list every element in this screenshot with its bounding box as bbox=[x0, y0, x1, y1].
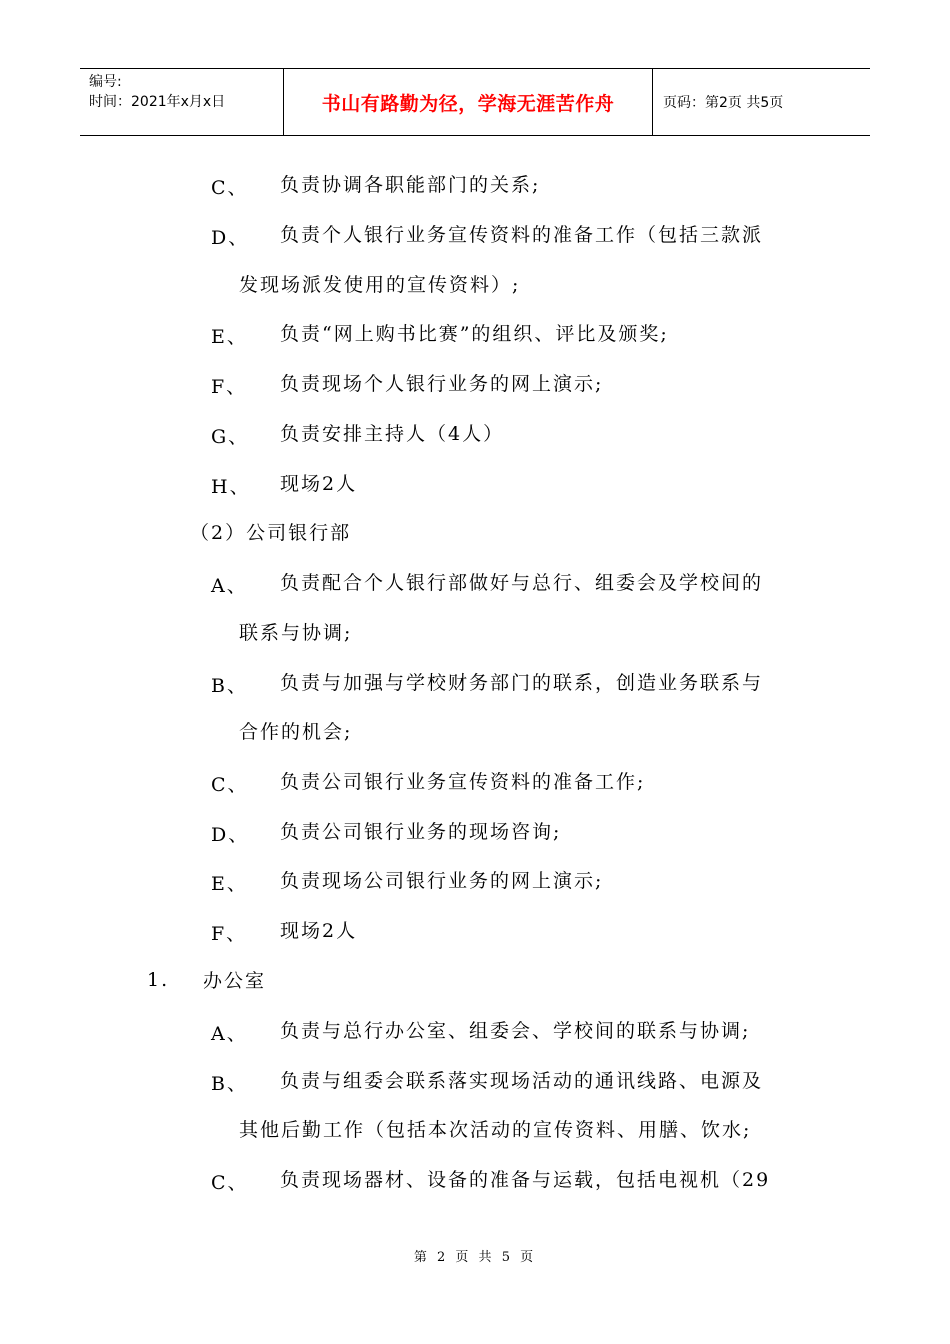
list-item-text: 负责“网上购书比赛”的组织、评比及颁奖; bbox=[280, 323, 669, 345]
list-marker: E、 bbox=[211, 873, 248, 895]
list-marker: A、 bbox=[211, 1023, 248, 1045]
list-marker: E、 bbox=[211, 326, 248, 348]
list-marker: C、 bbox=[211, 177, 249, 199]
list-marker: C、 bbox=[211, 774, 249, 796]
list-marker: G、 bbox=[211, 426, 250, 448]
list-item-text: 负责公司银行业务宣传资料的准备工作; bbox=[280, 771, 646, 793]
list-marker: H、 bbox=[211, 476, 251, 498]
list-marker: A、 bbox=[211, 575, 248, 597]
page-footer: 第 2 页 共 5 页 bbox=[413, 1250, 537, 1265]
list-marker: C、 bbox=[211, 1172, 249, 1194]
list-marker: B、 bbox=[211, 1073, 248, 1095]
list-item-continuation: 发现场派发使用的宣传资料）; bbox=[239, 274, 521, 296]
list-item-text: 负责公司银行业务的现场咨询; bbox=[280, 821, 562, 843]
document-time-label: 时间：2021年x月x日 bbox=[89, 94, 226, 110]
list-item-text: 负责与总行办公室、组委会、学校间的联系与协调; bbox=[280, 1020, 751, 1042]
list-item-text: 现场2人 bbox=[280, 920, 358, 942]
list-item-continuation: 其他后勤工作（包括本次活动的宣传资料、用膳、饮水; bbox=[239, 1119, 752, 1141]
list-marker: F、 bbox=[211, 376, 248, 398]
section-number: 1. bbox=[147, 969, 170, 991]
list-item-text: 负责现场个人银行业务的网上演示; bbox=[280, 373, 604, 395]
list-item-text: 负责与加强与学校财务部门的联系，创造业务联系与 bbox=[280, 672, 764, 694]
page-header bbox=[80, 68, 870, 136]
list-item-text: 负责安排主持人（4人） bbox=[280, 423, 505, 445]
list-item-text: 负责与组委会联系落实现场活动的通讯线路、电源及 bbox=[280, 1070, 764, 1092]
list-item-text: 负责协调各职能部门的关系; bbox=[280, 174, 541, 196]
list-marker: D、 bbox=[211, 824, 250, 846]
list-item-text: 现场2人 bbox=[280, 473, 358, 495]
document-number-label: 编号: bbox=[89, 74, 122, 90]
header-page-info: 页码：第2页 共5页 bbox=[663, 95, 784, 111]
list-item-continuation: 联系与协调; bbox=[239, 622, 353, 644]
list-item-continuation: 合作的机会; bbox=[239, 721, 353, 743]
list-marker: F、 bbox=[211, 923, 248, 945]
list-item-text: 负责个人银行业务宣传资料的准备工作（包括三款派 bbox=[280, 224, 764, 246]
list-item-text: 负责配合个人银行部做好与总行、组委会及学校间的 bbox=[280, 572, 764, 594]
section-heading: （2）公司银行部 bbox=[190, 522, 352, 544]
list-marker: D、 bbox=[211, 227, 250, 249]
list-item-text: 负责现场器材、设备的准备与运载，包括电视机（29 bbox=[280, 1169, 771, 1191]
header-meta bbox=[80, 69, 283, 135]
section-heading: 办公室 bbox=[203, 970, 267, 992]
header-motto: 书山有路勤为径，学海无涯苦作舟 bbox=[283, 69, 653, 135]
list-marker: B、 bbox=[211, 675, 248, 697]
list-item-text: 负责现场公司银行业务的网上演示; bbox=[280, 870, 604, 892]
